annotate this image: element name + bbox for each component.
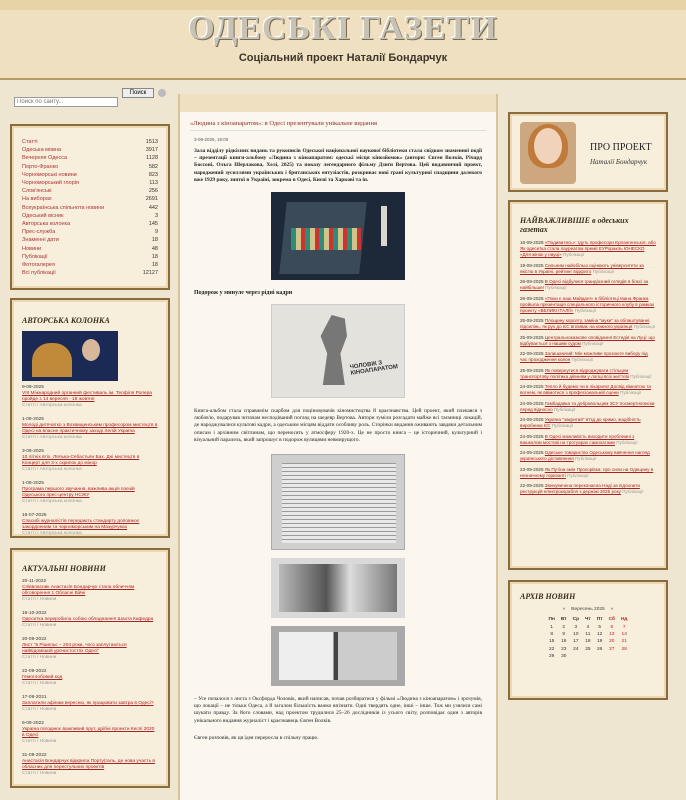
search-bar — [14, 88, 174, 100]
list-item — [22, 695, 158, 713]
item-category[interactable]: Публікації — [622, 489, 644, 494]
categories-list — [22, 138, 158, 277]
calendar-prev-button[interactable]: « — [562, 607, 566, 612]
archive-panel — [508, 580, 668, 700]
item-link[interactable]: Одеситка переробила собою обладнання! Шахта Кафедра — [22, 617, 154, 622]
item-category[interactable]: Публікації — [551, 423, 574, 428]
item-link[interactable]: Молоді дитячатко з Возвищенським професором мистецтв в Одесі на власне практичному заході Хелій Україна — [22, 423, 158, 434]
item-link[interactable]: Як Путіна змін Прохорівка: про сили на Одещину в незначному горизонті — [520, 466, 654, 478]
category-label[interactable]: На виборах — [22, 196, 52, 203]
weekday-label: Ср — [572, 617, 580, 623]
important-item — [520, 434, 656, 446]
item-date: 26-09-2025 — [520, 295, 544, 301]
author-column-list — [22, 385, 158, 537]
item-category[interactable]: Публікації — [582, 340, 604, 346]
important-item — [520, 351, 656, 363]
calendar-day[interactable]: 5 — [598, 624, 602, 630]
item-category[interactable]: Публікації — [567, 472, 589, 478]
article-date: 3-09-2025, 19:00 — [194, 137, 229, 142]
item-category[interactable]: Статті / Новини — [22, 771, 57, 776]
category-item[interactable] — [22, 138, 158, 146]
calendar-day[interactable]: 8 — [550, 631, 554, 637]
list-item — [22, 669, 158, 687]
item-link[interactable]: Одеське товариство Одеському вивчення нагляд українського діставлення — [520, 450, 650, 461]
list-item — [22, 385, 158, 409]
category-item[interactable] — [22, 228, 158, 236]
weekday-label: Вт — [560, 617, 567, 623]
weekday-label: Пн — [548, 617, 555, 623]
important-item — [520, 240, 656, 258]
calendar-day[interactable]: 3 — [574, 624, 578, 630]
weekday-label: Пт — [596, 617, 603, 623]
list-item — [22, 449, 158, 473]
left-sidebar — [10, 124, 170, 788]
list-item — [22, 637, 158, 661]
item-link[interactable]: 10 літніх втіх. Лялька-Себастьян Бах. Дні мистецтв в Концерт для 3-х скрипок до мінор — [22, 455, 140, 466]
news-list — [22, 579, 158, 777]
item-link[interactable]: В Одесі можливість виходити проблемні з вишколом мостові на тротуарах самохатами — [520, 433, 635, 445]
category-count: 1513 — [145, 139, 158, 145]
calendar-next-button[interactable]: » — [610, 607, 614, 612]
category-count: 2691 — [145, 196, 158, 203]
category-count: 48 — [151, 245, 158, 252]
header-decoration — [0, 0, 686, 10]
important-item — [520, 401, 656, 413]
category-count: 9 — [154, 229, 158, 236]
item-link[interactable]: Співвласник Анастасія Бондарчук стала обличчям обговорення 1 Обласні Війні — [22, 585, 135, 596]
item-category[interactable]: Статті / Новини — [22, 655, 57, 660]
item-date: 16-10-2022 — [22, 611, 47, 616]
item-date: 24-09-2025 — [520, 450, 544, 455]
important-panel — [508, 200, 668, 570]
item-category[interactable]: Статті / Новини — [22, 597, 57, 602]
calendar-week — [546, 646, 631, 653]
category-label[interactable]: Слов'янські — [22, 188, 52, 195]
category-count: 256 — [148, 188, 158, 195]
category-count: 18 — [151, 253, 158, 260]
item-category[interactable]: Статті / Новини — [22, 623, 57, 628]
item-link[interactable]: Як повернутися відроджувати стільцем транспортову політика діянням у логіці всіх життєві — [520, 367, 629, 379]
photo-book-open[interactable] — [271, 626, 405, 686]
article-subhead: Подорож у минуле через рідні кадри — [194, 290, 293, 297]
calendar-day[interactable]: 14 — [621, 631, 627, 637]
category-label[interactable]: Всі публікації — [22, 270, 56, 277]
item-link[interactable]: Площину корсету, заміна "муки" за облаштуванні підсилінь, як рух до ЄС впливає на кожного українця — [520, 318, 650, 329]
calendar-week — [546, 623, 631, 630]
category-count: 3 — [154, 212, 158, 219]
category-count: 1128 — [146, 155, 158, 162]
category-item[interactable] — [22, 261, 158, 269]
item-link[interactable]: Програма першого звучання, важлива акція поезій Одеського прес-центру НСЖУ — [22, 487, 135, 498]
calendar-grid — [546, 616, 631, 660]
item-date: 9-09-2025 — [22, 385, 44, 390]
site-subtitle: Соціальний проект Наталії Бондарчук — [238, 52, 448, 64]
photo-book-spread[interactable] — [271, 454, 405, 550]
category-count: 18 — [151, 262, 158, 269]
item-date: 25-09-2025 — [520, 334, 544, 340]
category-label[interactable]: Чорноморський глорія — [22, 180, 79, 187]
item-link[interactable]: Гемоглобовий код — [22, 675, 63, 680]
item-link[interactable]: Звинувачена переконаєна Наді за підсилити реструкцій електрокорабля з держіжі 2025 року — [520, 483, 640, 494]
about-title: ПРО ПРОЕКТ — [590, 142, 652, 153]
item-category[interactable]: Статті / Авторська колонка — [22, 499, 82, 504]
item-category[interactable]: Статті / Авторська колонка — [22, 467, 82, 472]
category-count: 113 — [149, 180, 158, 187]
item-link[interactable]: Анастасія Бондарчук відкрила Порту(галь, де нова участь в обласних для перестульних проектів — [22, 759, 155, 770]
category-label[interactable]: Авторська колонка — [22, 221, 71, 228]
category-label[interactable]: Вечерняя Одесса — [22, 155, 68, 162]
item-date: 20-09-2022 — [22, 637, 47, 642]
item-category[interactable]: Статті / Авторська колонка — [22, 435, 82, 440]
article-paragraph-3: Євген розповів, як ця ідея переросла в спільну працю. — [194, 734, 319, 741]
photo-book-title-page[interactable] — [271, 304, 405, 398]
calendar-day — [618, 653, 631, 660]
item-link[interactable]: VIII Міжнародний органний фестиваль ім. Теофіля Ролера пройде з 14 вересня - 18 жовтня — [22, 391, 152, 402]
category-item[interactable] — [22, 154, 158, 162]
important-list — [520, 240, 656, 495]
right-sidebar — [508, 112, 668, 700]
item-category[interactable]: Публікації — [633, 324, 656, 329]
item-date: 1-09-2025 — [22, 417, 44, 422]
film-strip-image — [291, 228, 361, 250]
item-date: 24-09-2025 — [520, 417, 544, 422]
calendar-week — [546, 631, 631, 638]
category-item[interactable] — [22, 195, 158, 203]
item-date: 22-09-2025 — [520, 351, 544, 356]
important-item — [520, 467, 656, 479]
site-header — [0, 0, 686, 80]
item-date: 31-08-2022 — [22, 753, 47, 758]
book-pages-image — [282, 463, 396, 543]
list-item — [22, 513, 158, 537]
calendar-day — [606, 653, 618, 660]
calendar-day[interactable]: 21 — [621, 639, 627, 645]
item-date: 24-09-2025 — [520, 433, 544, 439]
calendar-day[interactable]: 9 — [562, 631, 566, 637]
category-label[interactable]: Всеукраїнська спільнота новини — [22, 204, 105, 211]
calendar-day[interactable]: 18 — [585, 639, 591, 645]
item-category[interactable]: Статті / Новини — [22, 707, 57, 712]
important-item — [520, 384, 656, 396]
calendar-day[interactable]: 1 — [550, 624, 554, 630]
calendar-week — [546, 653, 631, 660]
calendar-day[interactable]: 17 — [573, 639, 579, 645]
author-column-title: АВТОРСЬКА КОЛОНКА — [22, 316, 110, 325]
item-date: 3-09-2025 — [22, 449, 44, 454]
calendar-day[interactable]: 4 — [586, 624, 590, 630]
calendar-day[interactable]: 28 — [621, 646, 627, 652]
category-item[interactable] — [22, 179, 158, 187]
item-category[interactable]: Публікації — [574, 456, 597, 461]
photo-street-scene[interactable] — [271, 558, 405, 618]
item-date: 24-09-2025 — [520, 384, 544, 389]
calendar-day — [582, 653, 594, 660]
category-item[interactable] — [22, 245, 158, 253]
archive-title: АРХІВ НОВИН — [520, 592, 576, 601]
search-button[interactable]: Поиск — [122, 88, 154, 98]
calendar-day[interactable]: 7 — [622, 624, 626, 630]
item-date: 16-07-2025 — [22, 513, 47, 518]
category-label[interactable]: Публікації — [22, 253, 48, 260]
calendar-day[interactable]: 27 — [609, 646, 615, 652]
item-category[interactable]: Статті / Авторська колонка — [22, 531, 82, 536]
category-label[interactable]: Чорноморські новини — [22, 171, 77, 178]
category-item[interactable] — [22, 236, 158, 244]
item-category[interactable]: Публікації — [571, 357, 593, 362]
author-column-panel — [10, 298, 170, 538]
item-category[interactable]: Статті / Новини — [22, 681, 57, 686]
category-item[interactable] — [22, 146, 158, 154]
founder-photo — [520, 122, 576, 184]
item-link[interactable]: Лист "в Рішельє – 204 роки, чого заплутаються найвідоміший урочистостях Одесі" — [22, 643, 127, 654]
important-item — [520, 263, 656, 275]
category-label[interactable]: Одеська мовна — [22, 147, 62, 154]
category-item[interactable] — [22, 220, 158, 228]
calendar-day[interactable]: 19 — [597, 639, 603, 645]
important-item — [520, 279, 656, 291]
item-link[interactable]: Сильним найобільш оцінюють університети за якістю в Україні, рейтинг відкрито — [520, 262, 644, 274]
photo-caption: ЧОЛОВІК З КІНОАПАРАТОМ — [349, 360, 399, 377]
item-link[interactable]: Тепло й будемо чи в лікарнях! Досвід кімнатою та вогнем, як ввімотися з професіональній сцени — [520, 384, 651, 395]
important-title: НАЙВАЖЛИВІШЕ в одеських газетах — [520, 216, 629, 234]
calendar-day[interactable]: 26 — [597, 646, 603, 652]
calendar-day[interactable]: 24 — [573, 646, 579, 652]
item-category[interactable]: Статті / Авторська колонка — [22, 403, 82, 408]
category-item[interactable] — [22, 253, 158, 261]
item-category[interactable]: Публікації — [630, 373, 652, 379]
list-item — [22, 481, 158, 505]
item-date: 1-09-2025 — [22, 481, 44, 486]
category-label[interactable]: Порто-Франко — [22, 163, 59, 170]
calendar-day[interactable]: 10 — [573, 631, 579, 637]
item-category[interactable]: Публікації — [562, 252, 585, 257]
category-item[interactable] — [22, 269, 158, 277]
calendar-day[interactable]: 16 — [561, 639, 567, 645]
list-item — [22, 417, 158, 441]
category-label[interactable]: Новини — [22, 245, 42, 252]
important-item — [520, 318, 656, 330]
category-count: 582 — [148, 163, 158, 170]
calendar-day[interactable]: 6 — [610, 624, 614, 630]
news-panel — [10, 548, 170, 788]
category-label[interactable]: Статті — [22, 139, 38, 145]
archive-calendar — [520, 607, 656, 660]
item-date: 23-09-2025 — [520, 466, 544, 472]
item-link[interactable]: «Поки є наш Майдан!» в бібліотеці Івана Франка пройшла презентація спеціального історичного клубу в рамках проекту «ВЕЛИКІ ІТАЛІЇ» — [520, 295, 655, 313]
category-item[interactable] — [22, 187, 158, 195]
category-item[interactable] — [22, 212, 158, 220]
weekday-label: Сб — [608, 617, 615, 623]
item-category[interactable]: Публікації — [592, 268, 614, 274]
item-date: 17-09-2021 — [22, 695, 47, 700]
calendar-day[interactable]: 25 — [585, 646, 591, 652]
list-item — [22, 721, 158, 745]
face-shape — [534, 128, 562, 164]
calendar-day[interactable]: 13 — [609, 631, 615, 637]
calendar-day[interactable]: 30 — [561, 654, 567, 660]
category-count: 12127 — [142, 270, 158, 277]
calendar-day[interactable]: 29 — [549, 654, 555, 660]
lamp-image — [381, 206, 387, 246]
article-title[interactable]: «Людина з кіноапаратом»: в Одесі презентували унікальне видання — [190, 120, 486, 131]
important-item — [520, 483, 656, 495]
item-date: 19-09-2025 — [520, 262, 544, 268]
content-top-bar — [180, 94, 496, 112]
item-link[interactable]: Гамбадавка та добровольцям ЗСУ посмертнописки перед відносно — [520, 400, 655, 412]
item-category[interactable]: Публікації — [616, 439, 638, 445]
item-date: 16-09-2025 — [520, 240, 544, 245]
opera-house-image — [32, 343, 72, 377]
list-item — [22, 611, 158, 629]
category-count: 18 — [151, 237, 158, 244]
item-category[interactable]: Статті / Новини — [22, 739, 57, 744]
important-item — [520, 417, 656, 429]
item-link[interactable]: Залишаючий: Мін можливе прозоюте вибору під час проходження колон — [520, 351, 648, 362]
category-count: 442 — [148, 204, 158, 211]
category-label[interactable]: Одеський вісник — [22, 212, 64, 219]
category-label[interactable]: Фотогалерея — [22, 262, 55, 269]
author-column-thumbnail[interactable] — [22, 331, 118, 381]
news-title: АКТУАЛЬНІ НОВИНИ — [22, 564, 106, 573]
item-date: 9-09-2022 — [22, 721, 44, 726]
list-item — [22, 753, 158, 777]
item-category[interactable]: Публікації — [620, 390, 642, 395]
calendar-month: Вересень 2025 — [571, 607, 605, 612]
important-item — [520, 368, 656, 380]
item-date: 22-09-2022 — [22, 669, 47, 674]
categories-panel — [10, 124, 170, 290]
article-paragraph-2: – Усе почалося з листа з Оксфорда Чоловік, який написав, почав розбиратися у фільмі «Людина з кіноапаратом» і зрозумів, що локації – не тільки Одеса, а й загалом більшість важко впізнати. Одні твердять одне, інші – інше. Тож ми узялися самі шукати правду. За його словами, над проектом трудилися 25–26 дослідників із усього світу, розповідає один з авторів унікального видання журналіст і краєзнавець Євген Волків. — [194, 696, 482, 724]
about-project-panel[interactable] — [508, 112, 668, 192]
calendar-day[interactable]: 23 — [561, 646, 567, 652]
category-label[interactable]: Знаменні дати — [22, 237, 59, 244]
item-link[interactable]: Україна "закритий" в'їзд до кримо, жадібність виробника ЄС — [520, 417, 641, 428]
about-name: Наталії Бондарчук — [590, 158, 648, 166]
important-item — [520, 296, 656, 314]
calendar-day[interactable]: 11 — [585, 631, 591, 637]
organist-portrait — [82, 339, 100, 361]
list-item — [22, 579, 158, 603]
category-count: 823 — [148, 171, 158, 178]
item-link[interactable]: В Одесі відбулися грандіозний оглядів в боксі за найбільше! — [520, 279, 649, 290]
search-input[interactable] — [14, 97, 118, 107]
item-category[interactable]: Публікації — [574, 307, 597, 313]
calendar-day[interactable]: 2 — [562, 624, 566, 630]
street-image — [279, 564, 397, 612]
calendar-day[interactable]: 20 — [609, 639, 615, 645]
item-date: 25-09-2025 — [520, 367, 544, 373]
weekday-label: Чт — [585, 617, 591, 623]
calendar-day[interactable]: 15 — [549, 639, 555, 645]
weekday-label: Нд — [620, 617, 628, 623]
item-date: 20-11-2022 — [22, 579, 47, 584]
calendar-header — [520, 607, 656, 612]
calendar-days — [546, 623, 631, 660]
item-link[interactable]: Спасибі журналістів передають стандарту доповнює закордонним та чорноморським на Мазурчуках — [22, 519, 140, 530]
important-item — [520, 335, 656, 347]
main-content — [178, 94, 498, 800]
item-link[interactable]: Центральноказкове оповідання Естедія на Луці: що відбувається з нашим судом — [520, 334, 655, 346]
item-date: 25-09-2025 — [520, 318, 544, 323]
item-date: 26-09-2025 — [520, 279, 544, 284]
article-paragraph-1: Книга-альбом стала справжнім скарбом для поціновувачів кіномистецтва й краєзнавства. Цей проект, який плекався з любов'ю, подарував читачам несподіваний погляд на шедевр Вертова. Автори зуміли розгадати майже всі таємниці локацій, де народжувалися культові кадри, а одеським місцям віддати особливу роль. Сторінки видання оживають завдяки детальним описам і архівним світлинам, що переносять у атмосферу 1920-х. Це не просто книга – це історичний, культурний і візуальний паралель, який запрошує в подорож вулицями невмирущого. — [194, 408, 482, 443]
site-logo-title[interactable]: ОДЕСЬКІ ГАЗЕТИ — [188, 10, 498, 47]
calendar-weekdays — [546, 616, 631, 623]
category-label[interactable]: Прес-служба — [22, 229, 56, 236]
important-item — [520, 450, 656, 462]
item-link[interactable]: Заплатили афінам вересню, як працювати завтра в Одесі? — [22, 701, 154, 706]
item-link[interactable]: «Подивитись»: їдуть професори Ерлангенської, або Як одеситка стала лауреатом премії ЕУРоракль ЮНЕСКО «Для жінок у науці» — [520, 240, 656, 257]
item-date: 24-09-2025 — [520, 400, 544, 406]
category-count: 3917 — [145, 147, 158, 154]
item-category[interactable]: Публікації — [545, 285, 567, 290]
calendar-week — [546, 638, 631, 645]
photo-book-cover[interactable] — [271, 192, 405, 280]
category-item[interactable] — [22, 163, 158, 171]
item-category[interactable]: Публікації — [553, 406, 576, 412]
settings-icon[interactable] — [158, 89, 166, 97]
calendar-day[interactable]: 22 — [549, 646, 555, 652]
calendar-day — [570, 653, 582, 660]
open-book-image — [279, 632, 397, 680]
item-date: 22-09-2025 — [520, 483, 544, 488]
item-link[interactable]: Україна погоднює важливий прут, дрібні проекти Кеспі 2030 в Одесі — [22, 727, 155, 738]
calendar-day[interactable]: 12 — [597, 631, 603, 637]
calendar-day — [594, 653, 606, 660]
category-count: 145 — [148, 221, 158, 228]
article-lead: Зала відділу рідкісних видань та рукописів Одеської національної наукової бібліотеки стала свідком знаменної події – презентації книги-альбому «Людина з кіноапаратом: одеські місця кінозйомок» (автори: Євген Волків, Річард Боссоні, Ольга Шерлакова, Хелі, 2025) та показу легендарного фільму Дзиґи Вертова. Цей видавничий проект, народжений зусиллями українських і британських ентузіастів, розкриває нові грані культурної спадщини далекого вже 1929 року, знятої в Україні, зокрема в Одесі, Києві та Харкові та ін. — [194, 148, 482, 183]
category-item[interactable] — [22, 171, 158, 179]
category-item[interactable] — [22, 204, 158, 212]
